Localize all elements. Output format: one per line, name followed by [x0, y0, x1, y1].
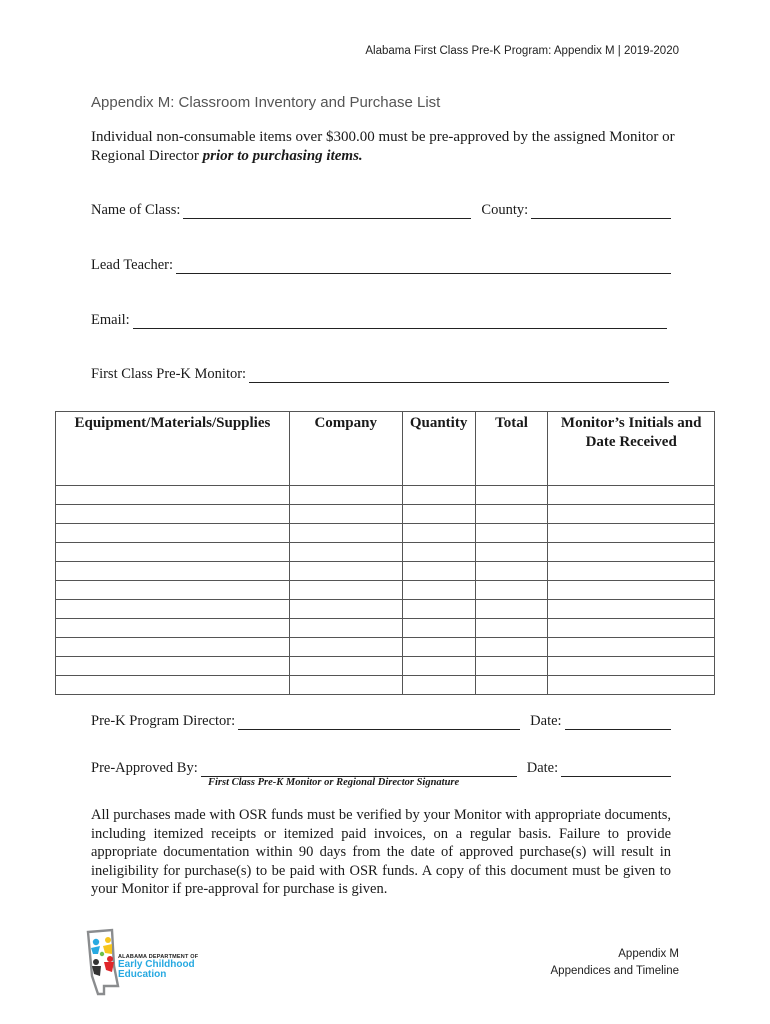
table-cell[interactable]: [475, 524, 548, 543]
header-quantity: Quantity: [402, 412, 475, 486]
table-cell[interactable]: [548, 505, 715, 524]
table-cell[interactable]: [402, 524, 475, 543]
signature-caption: First Class Pre-K Monitor or Regional Director Signature: [208, 777, 460, 788]
table-cell[interactable]: [475, 543, 548, 562]
logo-text: [118, 954, 198, 980]
table-cell[interactable]: [289, 638, 402, 657]
table-row: [56, 619, 715, 638]
table-cell[interactable]: [402, 486, 475, 505]
table-cell[interactable]: [475, 562, 548, 581]
table-cell[interactable]: [548, 638, 715, 657]
table-cell[interactable]: [289, 543, 402, 562]
table-cell[interactable]: [402, 619, 475, 638]
pre-approved-label: Pre-Approved By:: [91, 760, 198, 776]
logo-line-2: Early Childhood: [118, 959, 195, 970]
table-cell[interactable]: [289, 524, 402, 543]
lead-teacher-row: [91, 257, 671, 274]
footer-line-1: Appendix M: [618, 948, 679, 960]
table-cell[interactable]: [289, 676, 402, 695]
table-cell[interactable]: [289, 486, 402, 505]
table-cell[interactable]: [56, 600, 290, 619]
logo-line-1: ALABAMA DEPARTMENT OF: [118, 954, 199, 960]
footer-line-2: Appendices and Timeline: [550, 965, 679, 977]
table-cell[interactable]: [475, 505, 548, 524]
table-cell[interactable]: [402, 600, 475, 619]
table-row: [56, 638, 715, 657]
name-county-row: [91, 202, 671, 219]
table-cell[interactable]: [475, 657, 548, 676]
table-cell[interactable]: [56, 486, 290, 505]
director-row: [91, 713, 671, 730]
intro-text: Individual non-consumable items over $300.00 must be pre-approved by the assigned Monitor or Regional Director: [91, 129, 675, 164]
table-cell[interactable]: [548, 657, 715, 676]
table-row: [56, 486, 715, 505]
table-cell[interactable]: [289, 619, 402, 638]
pre-approved-signature-field[interactable]: [201, 763, 517, 777]
header-company: Company: [289, 412, 402, 486]
county-field[interactable]: [531, 205, 671, 219]
table-cell[interactable]: [402, 638, 475, 657]
page-footer: [551, 946, 680, 980]
table-row: [56, 581, 715, 600]
intro-paragraph: [91, 128, 681, 166]
date2-label: Date:: [526, 760, 559, 776]
header-monitor-initials: Monitor’s Initials and Date Received: [548, 412, 715, 486]
header-equipment: Equipment/Materials/Supplies: [56, 412, 290, 486]
date1-label: Date:: [530, 713, 562, 729]
table-header-row: [56, 412, 715, 486]
table-cell[interactable]: [402, 657, 475, 676]
table-cell[interactable]: [289, 581, 402, 600]
table-cell[interactable]: [548, 676, 715, 695]
table-cell[interactable]: [475, 638, 548, 657]
table-cell[interactable]: [56, 619, 290, 638]
table-cell[interactable]: [56, 581, 290, 600]
table-cell[interactable]: [289, 600, 402, 619]
table-cell[interactable]: [402, 543, 475, 562]
closing-paragraph: All purchases made with OSR funds must be verified by your Monitor with appropriate documents, including itemized receipts or itemized paid invoices, on a regular basis. Failure to provide appropriate documentation within 90 days from the date of approved purchase(s) will result in ineligibility for purchase(s) to be paid with OSR funds. A copy of this document must be given to your Monitor if pre-approval for purchase is given.: [91, 807, 671, 897]
monitor-label: First Class Pre-K Monitor:: [91, 366, 247, 382]
table-cell[interactable]: [56, 657, 290, 676]
table-cell[interactable]: [56, 543, 290, 562]
table-cell[interactable]: [402, 505, 475, 524]
table-cell[interactable]: [548, 619, 715, 638]
table-cell[interactable]: [56, 638, 290, 657]
table-cell[interactable]: [289, 505, 402, 524]
inventory-table: [55, 411, 715, 695]
table-row: [56, 524, 715, 543]
page-header: Alabama First Class Pre-K Program: Appendix M | 2019-2020: [365, 45, 679, 57]
header-total: Total: [475, 412, 548, 486]
name-of-class-label: Name of Class:: [91, 202, 181, 218]
county-label: County:: [481, 202, 529, 218]
table-row: [56, 543, 715, 562]
table-cell[interactable]: [56, 676, 290, 695]
page-title: Appendix M: Classroom Inventory and Purchase List: [91, 94, 441, 111]
email-label: Email:: [91, 312, 130, 328]
table-row: [56, 600, 715, 619]
lead-teacher-field[interactable]: [176, 260, 671, 274]
table-cell[interactable]: [548, 562, 715, 581]
lead-teacher-label: Lead Teacher:: [91, 257, 174, 273]
logo-line-3: Education: [118, 969, 167, 980]
table-cell[interactable]: [289, 562, 402, 581]
director-signature-field[interactable]: [238, 716, 520, 730]
table-cell[interactable]: [475, 486, 548, 505]
email-row: [91, 312, 667, 329]
table-row: [56, 676, 715, 695]
email-field[interactable]: [133, 315, 667, 329]
director-label: Pre-K Program Director:: [91, 713, 236, 729]
table-cell[interactable]: [475, 676, 548, 695]
table-cell[interactable]: [548, 600, 715, 619]
table-cell[interactable]: [548, 543, 715, 562]
table-row: [56, 505, 715, 524]
pre-approved-row: [91, 760, 671, 777]
table-cell[interactable]: [475, 619, 548, 638]
table-cell[interactable]: [548, 524, 715, 543]
table-row: [56, 657, 715, 676]
table-cell[interactable]: [56, 505, 290, 524]
table-cell[interactable]: [289, 657, 402, 676]
table-row: [56, 562, 715, 581]
monitor-field[interactable]: [249, 369, 669, 383]
name-of-class-field[interactable]: [183, 205, 471, 219]
table-cell[interactable]: [402, 581, 475, 600]
table-cell[interactable]: [56, 562, 290, 581]
table-cell[interactable]: [56, 524, 290, 543]
table-cell[interactable]: [548, 581, 715, 600]
table-cell[interactable]: [548, 486, 715, 505]
table-cell[interactable]: [402, 676, 475, 695]
table-cell[interactable]: [475, 600, 548, 619]
intro-emphasis: prior to purchasing items.: [202, 148, 363, 164]
table-cell[interactable]: [475, 581, 548, 600]
monitor-row: [91, 366, 669, 383]
date2-field[interactable]: [561, 763, 671, 777]
table-cell[interactable]: [402, 562, 475, 581]
date1-field[interactable]: [565, 716, 671, 730]
